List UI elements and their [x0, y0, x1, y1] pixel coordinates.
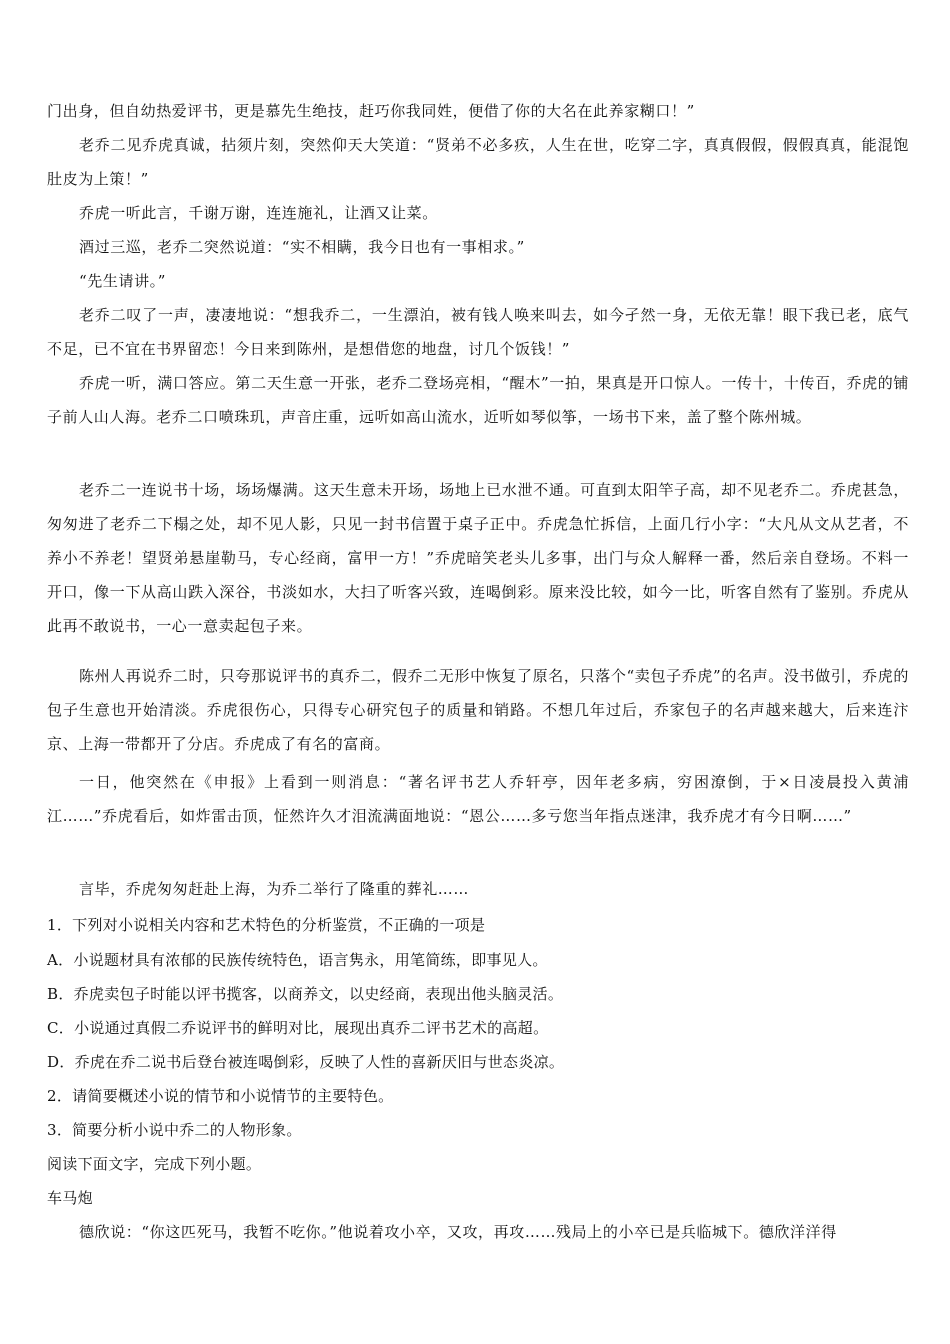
option-b: B．乔虎卖包子时能以评书揽客，以商养文，以史经商，表现出他头脑灵活。 [47, 985, 564, 1003]
story-paragraph: 老乔二一连说书十场，场场爆满。这天生意未开场，场地上已水泄不通。可直到太阳竿子高，却不见老乔二。乔虎甚急，匆匆进了老乔二下榻之处，却不见人影，只见一封书信置于桌子正中。乔虎急忙拆信，上面几行小字：“大凡从文从艺者，不养小不养老！望贤弟悬崖勒马，专心经商，富甲一方！”乔虎暗笑老头儿多事，出门与众人解释一番，然后亲自登场。不料一开口，像一下从高山跌入深谷，书淡如水，大扫了听客兴致，连喝倒彩。原来没比较，如今一比，听客自然有了鉴别。乔虎从此再不敢说书，一心一意卖起包子来。 [47, 481, 909, 635]
story-paragraph: 德欣说：“你这匹死马，我暂不吃你。”他说着攻小卒，又攻，再攻……残局上的小卒已是兵临城下。德欣洋洋得 [79, 1223, 837, 1241]
story-paragraph: 酒过三巡，老乔二突然说道：“实不相瞒，我今日也有一事相求。” [79, 238, 525, 256]
story-paragraph: 言毕，乔虎匆匆赶赴上海，为乔二举行了隆重的葬礼…… [79, 880, 470, 898]
section-instruction: 阅读下面文字，完成下列小题。 [47, 1155, 262, 1173]
story-paragraph: 老乔二叹了一声，凄凄地说：“想我乔二，一生漂泊，被有钱人唤来叫去，如今孑然一身，无依无靠！眼下我已老，底气不足，已不宜在书界留恋！今日来到陈州，是想借您的地盘，讨几个饭钱！” [47, 306, 909, 358]
story-paragraph: 乔虎一听此言，千谢万谢，连连施礼，让酒又让菜。 [79, 204, 438, 222]
question-3: 3．简要分析小说中乔二的人物形象。 [47, 1121, 302, 1139]
story-paragraph: 门出身，但自幼热爱评书，更是慕先生绝技，赶巧你我同姓，便借了你的大名在此养家糊口！” [47, 102, 695, 120]
story-paragraph: 老乔二见乔虎真诚，拈须片刻，突然仰天大笑道：“贤弟不必多疚，人生在世，吃穿二字，真真假假，假假真真，能混饱肚皮为上策！” [47, 136, 909, 188]
section-title: 车马炮 [47, 1189, 93, 1207]
option-c: C．小说通过真假二乔说评书的鲜明对比，展现出真乔二评书艺术的高超。 [47, 1019, 549, 1037]
story-paragraph: 一日，他突然在《申报》上看到一则消息：“著名评书艺人乔轩亭，因年老多病，穷困潦倒，于×日凌晨投入黄浦江……”乔虎看后，如炸雷击顶，怔然许久才泪流满面地说：“恩公……多亏您当年指点迷津，我乔虎才有今日啊……” [47, 773, 909, 825]
story-paragraph: 乔虎一听，满口答应。第二天生意一开张，老乔二登场亮相，“醒木”一拍，果真是开口惊人。一传十，十传百，乔虎的铺子前人山人海。老乔二口喷珠玑，声音庄重，远听如高山流水，近听如琴似筝，一场书下来，盖了整个陈州城。 [47, 374, 909, 426]
option-d: D．乔虎在乔二说书后登台被连喝倒彩，反映了人性的喜新厌旧与世态炎凉。 [47, 1053, 565, 1071]
question-1: 1．下列对小说相关内容和艺术特色的分析鉴赏，不正确的一项是 [47, 916, 486, 934]
question-2: 2．请简要概述小说的情节和小说情节的主要特色。 [47, 1087, 394, 1105]
option-a: A．小说题材具有浓郁的民族传统特色，语言隽永，用笔简练，即事见人。 [47, 951, 548, 969]
story-paragraph: “先生请讲。” [79, 272, 167, 290]
story-paragraph: 陈州人再说乔二时，只夸那说评书的真乔二，假乔二无形中恢复了原名，只落个“卖包子乔虎”的名声。没书做引，乔虎的包子生意也开始清淡。乔虎很伤心，只得专心研究包子的质量和销路。不想几年过后，乔家包子的名声越来越大，后来连汴京、上海一带都开了分店。乔虎成了有名的富商。 [47, 667, 909, 753]
